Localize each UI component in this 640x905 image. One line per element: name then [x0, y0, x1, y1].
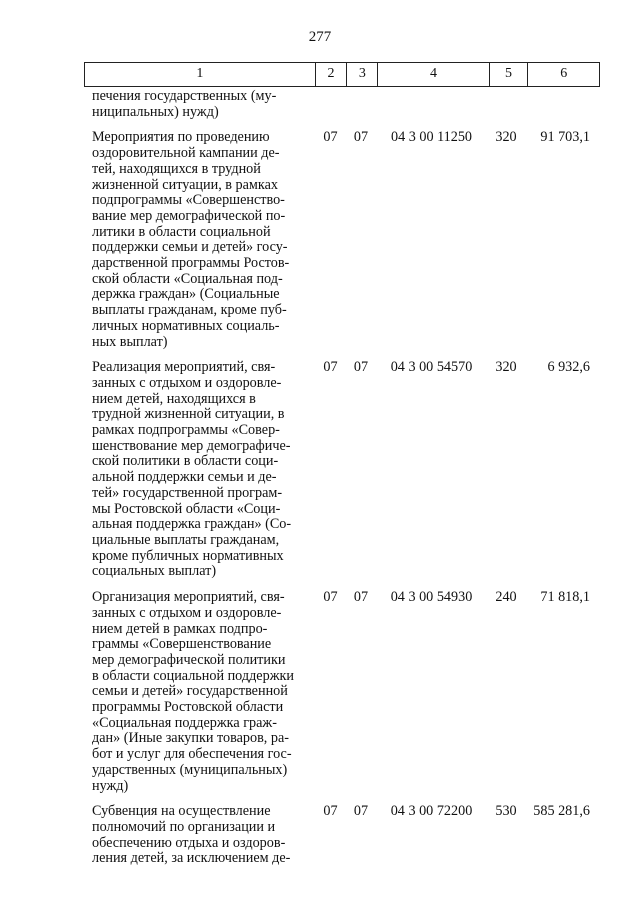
table-row — [84, 89, 600, 120]
subsection-code: 07 — [353, 803, 369, 820]
expense-type-code: 320 — [495, 129, 517, 146]
row-description: Реализация мероприятий, свя- занных с отдыхом и оздоровле- нием детей, находящихся в трудной жизненной ситуации, в рамках подпрограммы «Совер- шенствование мер демографиче- ской политики в области соци- альной поддержки семьи и де- тей» государственной програм- мы Ростовской области «Соци- альная поддержка граждан» (Со- циальные выплаты гражданам, кроме публичных нормативных социальных выплат) — [92, 359, 292, 580]
target-article-code: 04 3 00 11250 — [390, 129, 473, 146]
header-col-6: 6 — [528, 63, 600, 86]
expense-type-code: 320 — [495, 359, 517, 376]
row-description: Мероприятия по проведению оздоровительной кампании де- тей, находящихся в трудной жизненной ситуации, в рамках подпрограммы «Совершенство- вание мер демографической по- литики в области социальной поддержки семьи и детей» госу- дарственной программы Ростов- ской области «Социальная под- держка граждан» (Социальные выплаты гражданам, кроме пуб- личных нормативных социаль- ных выплат) — [92, 129, 290, 350]
budget-table — [84, 62, 600, 867]
page-number: 277 — [308, 29, 332, 45]
target-article-code: 04 3 00 54930 — [390, 589, 473, 606]
header-col-5: 5 — [490, 63, 529, 86]
section-code: 07 — [323, 589, 338, 606]
row-description: печения государственных (му- ниципальных) нужд) — [92, 88, 277, 120]
table-row — [84, 360, 600, 580]
target-article-code: 04 3 00 54570 — [390, 359, 473, 376]
header-col-1: 1 — [85, 63, 316, 86]
table-row — [84, 590, 600, 794]
section-code: 07 — [323, 129, 338, 146]
header-col-3: 3 — [347, 63, 378, 86]
subsection-code: 07 — [353, 129, 369, 146]
table-row — [84, 804, 600, 867]
section-code: 07 — [323, 803, 338, 820]
amount: 585 281,6 — [533, 803, 590, 820]
target-article-code: 04 3 00 72200 — [390, 803, 473, 820]
row-description: Организация мероприятий, свя- занных с отдыхом и оздоровле- нием детей в рамках подпро- граммы «Совершенствование мер демографической политики в области социальной поддержки семьи и детей» государственной программы Ростовской области «Социальная поддержка граж- дан» (Иные закупки товаров, ра- бот и услуг для обеспечения гос- ударственных (муниципальных) нужд) — [92, 589, 294, 794]
header-col-4: 4 — [378, 63, 489, 86]
expense-type-code: 530 — [495, 803, 517, 820]
amount: 91 703,1 — [540, 129, 590, 146]
expense-type-code: 240 — [495, 589, 517, 606]
subsection-code: 07 — [353, 589, 369, 606]
section-code: 07 — [323, 359, 338, 376]
amount: 71 818,1 — [540, 589, 590, 606]
row-description: Субвенция на осуществление полномочий по организации и обеспечению отдыха и оздоров- ления детей, за исключением де- — [92, 803, 291, 867]
table-row — [84, 130, 600, 350]
amount: 6 932,6 — [547, 359, 590, 376]
table-header-row — [84, 62, 600, 87]
subsection-code: 07 — [353, 359, 369, 376]
header-col-2: 2 — [316, 63, 348, 86]
